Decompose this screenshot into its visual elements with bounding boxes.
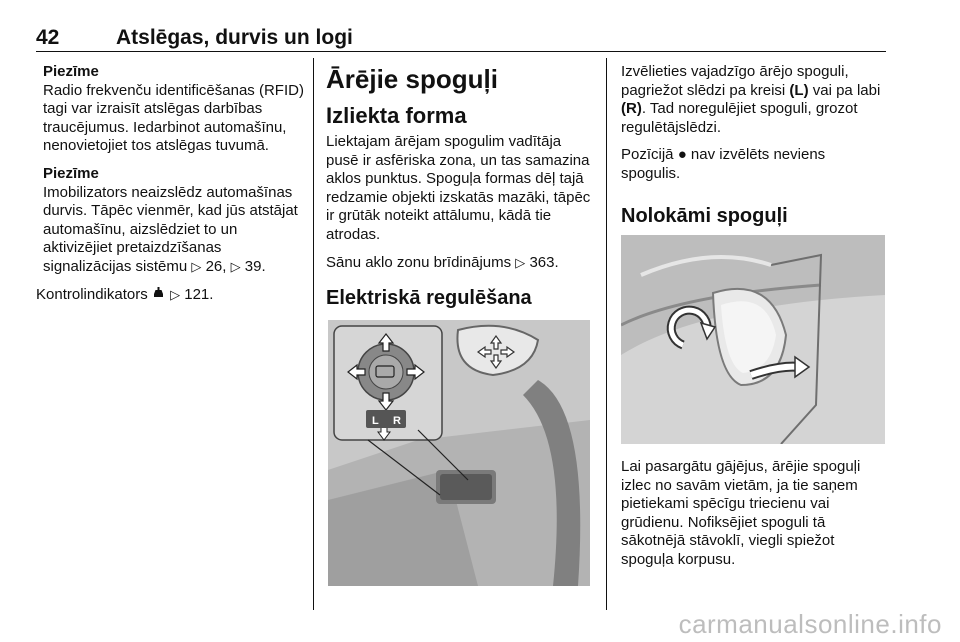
page-ref-link[interactable]: 363 — [529, 253, 555, 271]
paragraph: Izvēlieties vajadzīgo ārējo spoguli, pagriežot slēdzi pa kreisi (L) vai pa labi (R). Tad noregulējiet spoguli, grozot regulētājslēdzi. — [621, 63, 881, 136]
section-title: Ārējie spoguļi — [326, 64, 498, 94]
triangle-ref-icon: ▷ — [191, 258, 202, 274]
column-1 — [36, 63, 304, 313]
watermark: carmanualsonline.info — [678, 609, 942, 639]
chapter-title: Atslēgas, durvis un logi — [116, 26, 353, 49]
indicator-line: Kontrolindikators ▷ 121. — [36, 285, 214, 303]
note-title: Piezīme — [43, 164, 99, 182]
switch-label-left: L — [372, 415, 379, 427]
page-ref-link[interactable]: 121 — [184, 285, 210, 303]
page-ref-link[interactable]: 39 — [244, 257, 262, 275]
mirror-switch-figure — [328, 320, 590, 586]
triangle-ref-icon: ▷ — [515, 254, 526, 270]
note-title: Piezīme — [43, 63, 99, 80]
column-3 — [621, 63, 886, 242]
page-ref-link[interactable]: 26 — [205, 257, 223, 275]
folding-mirror-figure — [621, 235, 885, 444]
paragraph: Sānu aklo zonu brīdinājums ▷ 363. — [326, 253, 559, 271]
triangle-ref-icon: ▷ — [230, 258, 241, 274]
triangle-ref-icon: ▷ — [170, 286, 181, 302]
column-divider-1 — [313, 58, 314, 610]
filled-circle-icon: ● — [677, 146, 687, 164]
immobilizer-indicator-icon — [152, 286, 166, 305]
column-3-lower — [621, 458, 886, 579]
column-divider-2 — [606, 58, 607, 610]
subsection-title: Elektriskā regulēšana — [326, 287, 532, 310]
switch-label-right: R — [393, 415, 401, 427]
paragraph: Lai pasargātu gājējus, ārējie spoguļi izlec no savām vietām, ja tie saņem pietiekami spēcīgu triecienu vai grūdienu. Nofiksējiet spoguli tā sākotnējā stāvoklī, viegli spiežot spoguļa korpusu. — [621, 458, 861, 568]
subsection-title: Izliekta forma — [326, 103, 467, 128]
subsection-title: Nolokāmi spoguļi — [621, 204, 788, 227]
paragraph: Pozīcijā ● nav izvēlēts neviens spogulis. — [621, 146, 826, 182]
note-body: Radio frekvenču identificēšanas (RFID) tagi var izraisīt atslēgas darbības traucējumus. Iedarbinot automašīnu, nenovietojiet tos atslēgas tuvumā. — [43, 81, 304, 155]
column-2 — [326, 63, 594, 324]
paragraph: Liektajam ārējam spogulim vadītāja pusē ir asfēriska zona, un tas samazina aklos punktus. Spoguļa formas dēļ tajā redzamie objekti izskatās mazāki, tāpēc ir grūtāk noteikt attālumu, kādā tie atrodas. — [326, 133, 591, 243]
note-immobilizer — [43, 165, 304, 277]
page-number: 42 — [36, 26, 60, 49]
header-rule — [36, 51, 886, 52]
page-header — [36, 26, 886, 54]
note-rfid — [43, 63, 304, 156]
note-body: Imobilizators neaizslēdz automašīnas durvis. Tāpēc vienmēr, kad jūs atstājat automašīnu, aizslēdziet to un aktivizējiet pretaizdzīšanas signalizācijas sistēmu ▷ 26, ▷ 39. — [43, 183, 298, 275]
